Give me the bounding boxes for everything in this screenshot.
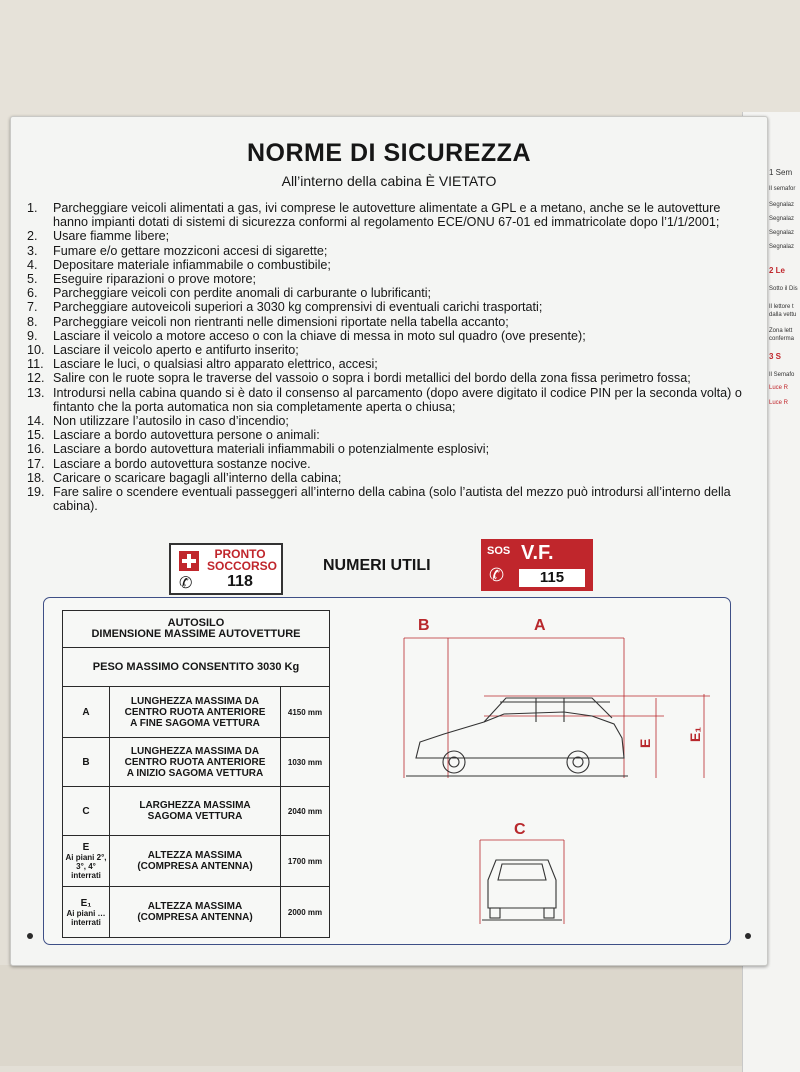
dimensions-panel [43, 597, 731, 945]
sos-label: SOS [487, 545, 511, 557]
side-text: Il lettore t [769, 304, 794, 310]
row-value: 2040 mm [281, 787, 330, 836]
row-value: 1030 mm [281, 738, 330, 787]
row-value: 1700 mm [281, 836, 330, 887]
rule-item [27, 258, 743, 272]
rule-text: Depositare materiale infiammabile o combustibile; [53, 257, 331, 272]
rules-list [27, 201, 743, 513]
label-e: E [637, 738, 653, 748]
rule-number: 19. [27, 485, 45, 500]
rule-number: 6. [27, 286, 38, 301]
rule-text: Parcheggiare veicoli con perdite anomali di carburante o lubrificanti; [53, 286, 432, 301]
rule-item [27, 457, 743, 471]
rule-number: 1. [27, 201, 38, 215]
rule-item [27, 357, 743, 371]
phone-icon: ✆ [489, 565, 505, 585]
car-side-view [406, 698, 628, 776]
rule-text: Salire con le ruote sopra le traverse del vassoio o sopra i bordi metallici del bordo della zona fissa perimetro fossa; [53, 371, 691, 386]
rule-text: Parcheggiare veicoli non rientranti nelle dimensioni riportate nella tabella accanto; [53, 314, 509, 329]
rule-item [27, 371, 743, 385]
screw [745, 933, 751, 939]
rule-item [27, 244, 743, 258]
side-text: Zona lett [769, 328, 793, 334]
rule-item [27, 414, 743, 428]
rule-text: Caricare o scaricare bagagli all’interno della cabina; [53, 470, 342, 485]
rule-item [27, 300, 743, 314]
rule-number: 10. [27, 343, 45, 358]
label-b: B [418, 617, 430, 634]
rule-number: 14. [27, 414, 45, 429]
dimension-labels [418, 617, 703, 838]
side-text: dalla vettu [769, 312, 797, 318]
desc-line: CENTRO RUOTA ANTERIORE [124, 706, 266, 718]
desc-line: SAGOMA VETTURA [147, 811, 243, 822]
rule-number: 5. [27, 272, 38, 287]
desc-line: LUNGHEZZA MASSIMA DA [130, 745, 260, 757]
rule-number: 11. [27, 357, 44, 372]
side-text: Segnalaz [769, 216, 795, 222]
rule-text: Usare fiamme libere; [53, 229, 170, 244]
pronto-soccorso-box [169, 543, 283, 595]
rule-number: 15. [27, 428, 45, 443]
sign-title: NORME DI SICUREZZA [247, 139, 531, 167]
side-text: Luce R [769, 400, 789, 406]
rule-text: Lasciare a bordo autovettura persone o animali: [53, 428, 320, 443]
side-text: 3 S [769, 352, 782, 361]
rule-number: 3. [27, 243, 38, 258]
label-a: A [534, 617, 546, 634]
table-header-line2: DIMENSIONE MASSIME AUTOVETTURE [91, 628, 301, 640]
rule-item [27, 286, 743, 300]
vf-label: V.F. [521, 542, 554, 564]
row-value: 2000 mm [281, 887, 330, 938]
side-text: Il semafor [769, 186, 796, 192]
rear-wheel-right [544, 908, 554, 918]
rule-text: Fumare e/o gettare mozziconi accesi di sigarette; [53, 243, 328, 258]
rule-number: 17. [27, 456, 45, 471]
rule-item [27, 329, 743, 343]
vigili-fuoco-number: 115 [519, 569, 585, 587]
car-dimension-diagram [44, 598, 730, 944]
phone-icon: ✆ [179, 575, 193, 592]
rule-number: 16. [27, 442, 45, 457]
label-e1: E₁ [687, 726, 703, 742]
rule-item [27, 428, 743, 442]
side-text: 2 Le [769, 266, 786, 275]
row-value: 4150 mm [281, 687, 330, 738]
safety-sign [10, 116, 768, 966]
wheel-front [443, 751, 465, 773]
peso-massimo: PESO MASSIMO CONSENTITO 3030 Kg [63, 648, 330, 687]
side-text: Luce R [769, 385, 789, 391]
side-text: 1 Sem [769, 168, 793, 177]
rule-number: 4. [27, 257, 38, 272]
rule-text: Lasciare il veicolo a motore acceso o con la chiave di messa in moto sul quadro (ove presente); [53, 328, 586, 343]
row-letter: C [63, 787, 110, 836]
rule-number: 7. [27, 300, 38, 315]
car-rear-window [498, 864, 546, 880]
rule-number: 12. [27, 371, 45, 386]
desc-line: (COMPRESA ANTENNA) [137, 912, 253, 923]
rule-text: Lasciare le luci, o qualsiasi altro apparato elettrico, accesi; [53, 357, 378, 372]
row-letter: B [63, 738, 110, 787]
sign-subtitle: All’interno della cabina È VIETATO [281, 173, 497, 189]
pronto-soccorso-number: 118 [227, 573, 253, 590]
rule-text: Lasciare il veicolo aperto e antifurto inserito; [53, 343, 299, 358]
rule-text: Lasciare a bordo autovettura materiali infiammabili o potenzialmente esplosivi; [53, 442, 490, 457]
numeri-utili-label: NUMERI UTILI [323, 557, 431, 574]
desc-line: (COMPRESA ANTENNA) [137, 861, 253, 872]
rule-text: Lasciare a bordo autovettura sostanze nocive. [53, 456, 311, 471]
row-letter: A [63, 687, 110, 738]
row-letter-text: E [82, 842, 90, 853]
rule-item [27, 201, 743, 229]
rule-text: Introdursi nella cabina quando si è dato il consenso al parcamento (dopo avere digitato il codice PIN per la seconda volta) o fintanto che la porta automatica non sia completamente aperta o chiusa; [53, 385, 742, 414]
desc-line: LUNGHEZZA MASSIMA DA [130, 695, 260, 707]
label-c: C [514, 821, 526, 838]
rule-text: Eseguire riparazioni o prove motore; [53, 272, 257, 287]
rule-item [27, 229, 743, 243]
side-text: Sotto il Dis [769, 286, 798, 292]
side-text: Segnalaz [769, 202, 795, 208]
pronto-soccorso-label [207, 547, 278, 573]
dimension-lines [404, 638, 710, 924]
rear-wheel-left [490, 908, 500, 918]
rule-item [27, 343, 743, 357]
side-text: Il Semafo [769, 372, 795, 378]
medical-cross-icon [179, 551, 199, 571]
desc-line: CENTRO RUOTA ANTERIORE [124, 756, 266, 768]
table-header-line1: AUTOSILO [167, 617, 225, 629]
desc-line: ALTEZZA MASSIMA [147, 901, 243, 912]
rule-item [27, 485, 743, 513]
rule-number: 18. [27, 470, 45, 485]
car-rear-view [482, 860, 562, 920]
desc-line: ALTEZZA MASSIMA [147, 850, 243, 861]
desc-line: A FINE SAGOMA VETTURA [130, 717, 260, 729]
rule-number: 9. [27, 328, 38, 343]
side-text: Segnalaz [769, 230, 795, 236]
rule-text: Fare salire o scendere eventuali passeggeri all’interno della cabina (solo l’autista del mezzo può introdursi all’interno della cabina). [53, 485, 731, 514]
wall-top [0, 0, 800, 130]
rule-item [27, 386, 743, 414]
pronto-label-line1: PRONTO [214, 547, 266, 561]
wheel-rear [567, 751, 589, 773]
desc-line: A INIZIO SAGOMA VETTURA [126, 767, 264, 779]
screw [27, 933, 33, 939]
rule-item [27, 442, 743, 456]
row-letter-sub: Ai piani … interrati [66, 908, 106, 927]
rule-item [27, 272, 743, 286]
side-text: Segnalaz [769, 244, 795, 250]
side-text: conferma [769, 336, 795, 342]
rule-text: Parcheggiare autoveicoli superiori a 3030 kg comprensivi di eventuali carichi trasportati; [53, 300, 543, 315]
row-letter-text: E₁ [80, 897, 92, 909]
rule-number: 13. [27, 385, 45, 400]
wall-bottom [0, 965, 800, 1066]
rule-number: 2. [27, 229, 38, 244]
pronto-label-line2: SOCCORSO [207, 559, 278, 573]
desc-line: LARGHEZZA MASSIMA [139, 800, 251, 811]
rule-number: 8. [27, 314, 38, 329]
car-rear-body [488, 860, 556, 908]
car-body [416, 712, 624, 758]
rule-item [27, 471, 743, 485]
rule-text: Parcheggiare veicoli alimentati a gas, ivi comprese le autovetture alimentate a GPL e a metano, anche se le autovetture hanno impianti dotati di sistemi di sicurezza conformi al regolamento ECE/ONU 67-01 ed immatricolate dopo l’1/1/2001; [53, 201, 721, 230]
rule-text: Non utilizzare l’autosilo in caso d’incendio; [53, 414, 289, 429]
row-letter-sub: Ai piani 2°, 3°, 4° interrati [65, 853, 107, 880]
rule-item [27, 315, 743, 329]
vigili-fuoco-box [481, 539, 593, 591]
